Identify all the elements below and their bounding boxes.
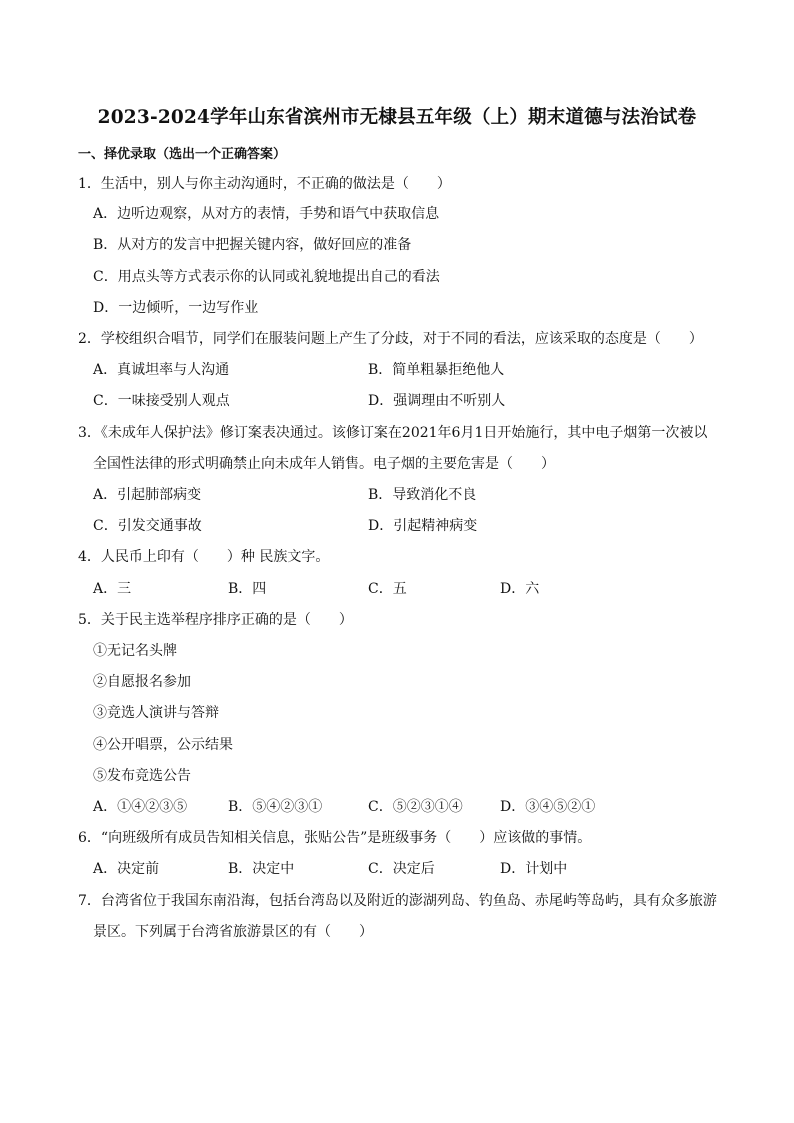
question-5-item-4: ④公开唱票，公示结果 [93, 737, 233, 753]
question-6-option-c: C．决定后 [368, 861, 435, 877]
question-4-stem: 4．人民币上印有（ ）种 民族文字。 [78, 549, 330, 565]
question-7-stem-line2: 景区。下列属于台湾省旅游景区的有（ ） [93, 924, 373, 940]
question-5-item-3: ③竞选人演讲与答辩 [93, 705, 219, 721]
question-2-option-b: B．简单粗暴拒绝他人 [368, 362, 505, 378]
question-5-item-2: ②自愿报名参加 [93, 674, 191, 690]
question-1-option-b: B．从对方的发言中把握关键内容，做好回应的准备 [93, 237, 412, 253]
question-5-option-c: C．⑤②③①④ [368, 799, 463, 815]
question-3-option-a: A．引起肺部病变 [93, 487, 202, 503]
question-2-option-a: A．真诚坦率与人沟通 [93, 362, 230, 378]
question-1-option-a: A．边听边观察，从对方的表情，手势和语气中获取信息 [93, 206, 440, 222]
question-5-stem: 5．关于民主选举程序排序正确的是（ ） [78, 612, 353, 628]
question-6-stem: 6．“向班级所有成员告知相关信息，张贴公告”是班级事务（ ）应该做的事情。 [78, 830, 592, 846]
question-5-option-a: A．①④②③⑤ [93, 799, 188, 815]
question-4-option-d: D．六 [500, 581, 540, 597]
question-5-option-b: B．⑤④②③① [228, 799, 323, 815]
question-4-option-b: B．四 [228, 581, 267, 597]
question-2-stem: 2．学校组织合唱节，同学们在服装问题上产生了分歧，对于不同的看法，应该采取的态度是（ ） [78, 331, 703, 347]
question-5-item-5: ⑤发布竞选公告 [93, 768, 191, 784]
question-4-option-a: A．三 [93, 581, 132, 597]
question-3-option-c: C．引发交通事故 [93, 518, 202, 534]
question-2-option-d: D．强调理由不听别人 [368, 393, 506, 409]
question-2-option-c: C．一味接受别人观点 [93, 393, 230, 409]
question-3-stem-line2: 全国性法律的形式明确禁止向未成年人销售。电子烟的主要危害是（ ） [93, 456, 555, 472]
question-3-option-d: D．引起精神病变 [368, 518, 478, 534]
question-6-option-d: D．计划中 [500, 861, 568, 877]
question-5-item-1: ①无记名头牌 [93, 643, 177, 659]
section-heading: 一、择优录取（选出一个正确答案） [78, 147, 287, 162]
question-3-option-b: B．导致消化不良 [368, 487, 477, 503]
question-1-option-d: D．一边倾听，一边写作业 [93, 300, 259, 316]
question-4-option-c: C．五 [368, 581, 407, 597]
question-1-option-c: C．用点头等方式表示你的认同或礼貌地提出自己的看法 [93, 269, 440, 285]
exam-title: 2023-2024学年山东省滨州市无棣县五年级（上）期末道德与法治试卷 [97, 107, 697, 128]
question-6-option-b: B．决定中 [228, 861, 295, 877]
question-5-option-d: D．③④⑤②① [500, 799, 596, 815]
question-6-option-a: A．决定前 [93, 861, 160, 877]
question-1-stem: 1．生活中，别人与你主动沟通时，不正确的做法是（ ） [78, 176, 451, 192]
question-7-stem-line1: 7．台湾省位于我国东南沿海，包括台湾岛以及附近的澎湖列岛、钓鱼岛、赤尾屿等岛屿，具有众多旅游 [78, 893, 717, 909]
question-3-stem-line1: 3．《未成年人保护法》修订案表决通过。该修订案在2021年6月1日开始施行，其中电子烟第一次被以 [78, 425, 708, 441]
